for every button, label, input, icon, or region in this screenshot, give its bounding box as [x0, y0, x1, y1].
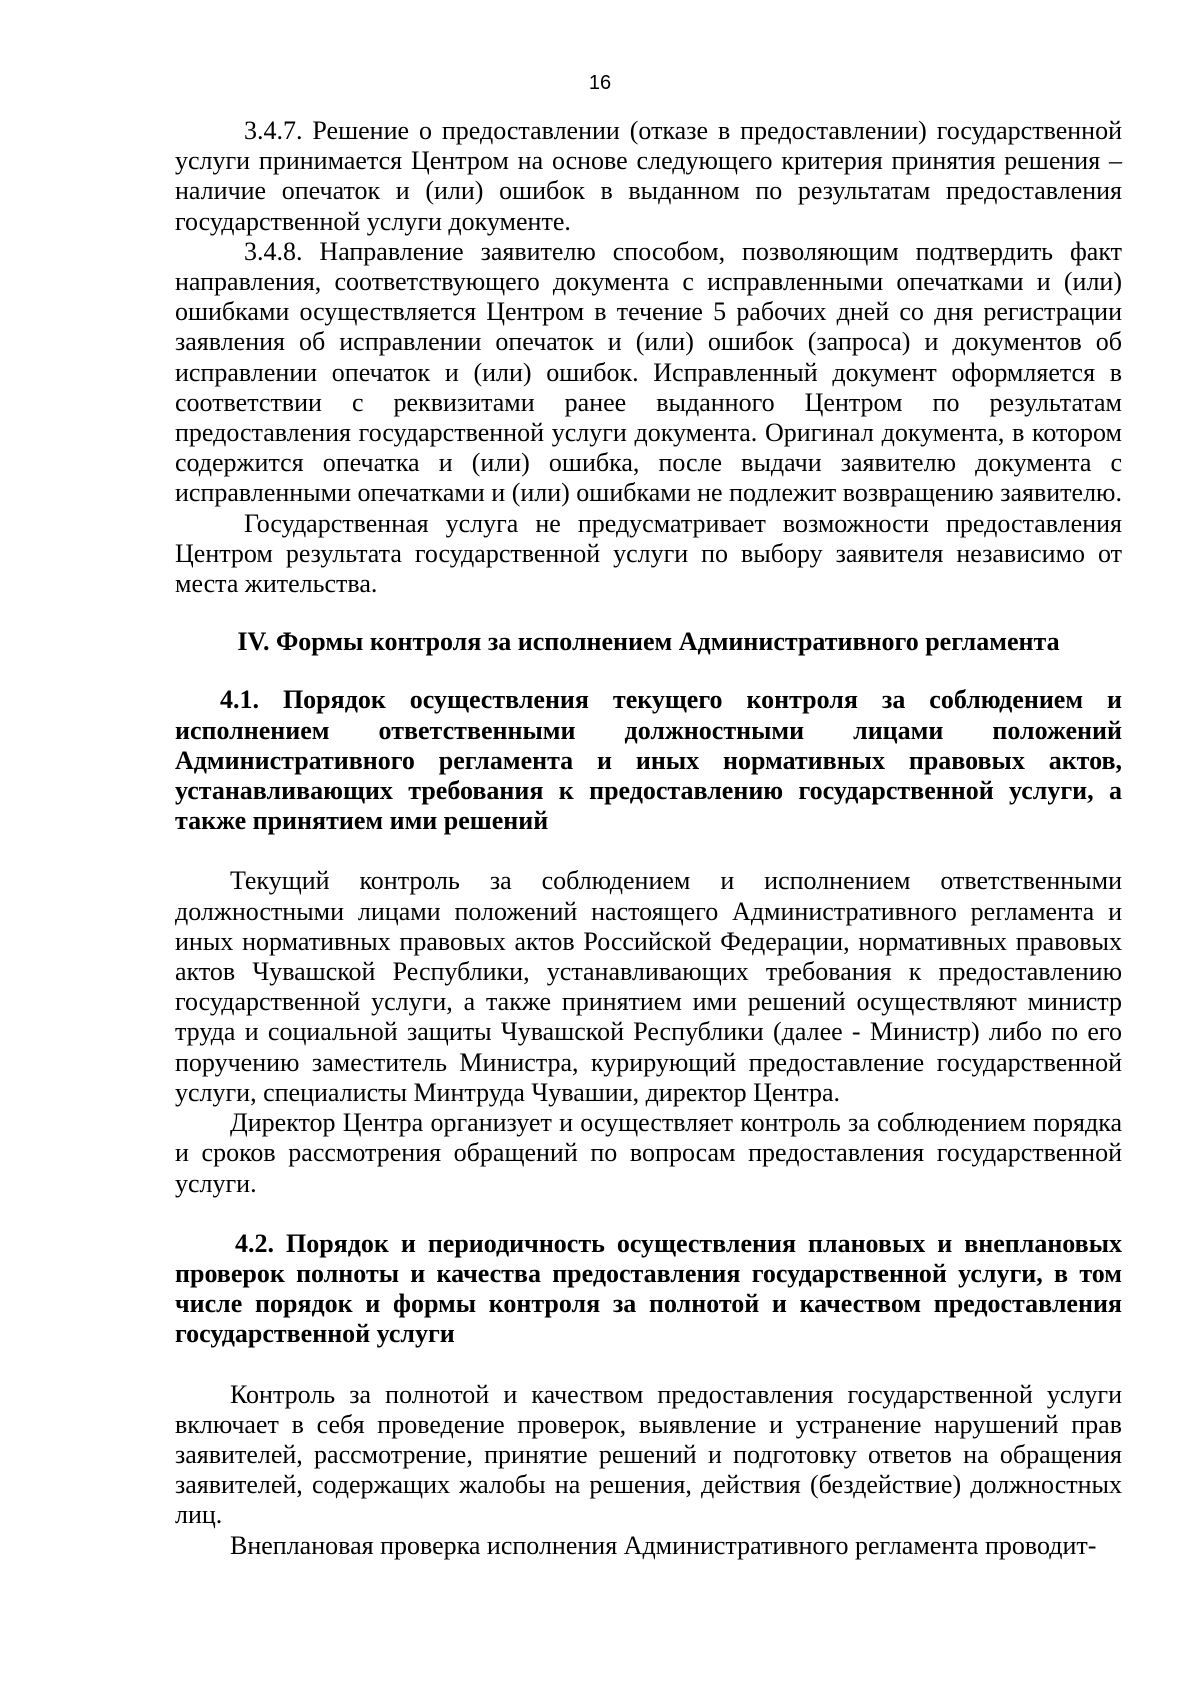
page-content	[175, 116, 1122, 1561]
paragraph-unscheduled-check: Внеплановая проверка исполнения Административного регламента проводит-	[230, 1530, 1097, 1560]
paragraph-director-control: Директор Центра организует и осуществляет контроль за соблюдением порядка и сроков рассмотрения обращений по вопросам предоставления государственной услуги.	[175, 1108, 1122, 1198]
paragraph-quality-control: Контроль за полнотой и качеством предоставления государственной услуги включает в себя проведение проверок, выявление и устранение нарушений прав заявителей, рассмотрение, принятие решений и подготовку ответов на обращения заявителей, содержащих жалобы на решения, действия (бездействие) должностных лиц.	[175, 1379, 1122, 1530]
subsection-4-2-title: 4.2. Порядок и периодичность осуществления плановых и внеплановых проверок полноты и качества предоставления государственной услуги, в том числе порядок и формы контроля за полнотой и качеством предоставления государственной услуги	[175, 1228, 1122, 1349]
paragraph-3-4-7: 3.4.7. Решение о предоставлении (отказе в предоставлении) государственной услуги принимается Центром на основе следующего критерия принятия решения – наличие опечаток и (или) ошибок в выданном по результатам предоставления государственной услуги документе.	[175, 116, 1122, 236]
paragraph-current-control: Текущий контроль за соблюдением и исполнением ответственными должностными лицами положений настоящего Административного регламента и иных нормативных правовых актов Российской Федерации, нормативных правовых актов Чувашской Республики, устанавливающих требования к предоставлению государственной услуги, а также принятием ими решений осуществляют министр труда и социальной защиты Чувашской Республики (далее - Министр) либо по его поручению заместитель Министра, курирующий предоставление государственной услуги, специалисты Минтруда Чувашии, директор Центра.	[175, 866, 1122, 1107]
page-number: 16	[588, 72, 612, 94]
paragraph-3-4-8: 3.4.8. Направление заявителю способом, позволяющим подтвердить факт направления, соответствующего документа с исправленными опечатками и (или) ошибками осуществляется Центром в течение 5 рабочих дней со дня регистрации заявления об исправлении опечаток и (или) ошибок (запроса) и документов об исправлении опечаток и (или) ошибок. Исправленный документ оформляется в соответствии с реквизитами ранее выданного Центром по результатам предоставления государственной услуги документа. Оригинал документа, в котором содержится опечатка и (или) ошибка, после выдачи заявителю документа с исправленными опечатками и (или) ошибками не подлежит возвращению заявителю.	[175, 236, 1122, 508]
paragraph-no-choice: Государственная услуга не предусматривает возможности предоставления Центром результата государственной услуги по выбору заявителя независимо от места жительства.	[175, 508, 1122, 599]
subsection-4-1-title: 4.1. Порядок осуществления текущего контроля за соблюдением и исполнением ответственными должностными лицами положений Административного регламента и иных нормативных правовых актов, устанавливающих требования к предоставлению государственной услуги, а также принятием ими решений	[175, 685, 1122, 836]
section-4-title: IV. Формы контроля за исполнением Административного регламента	[237, 627, 1060, 657]
